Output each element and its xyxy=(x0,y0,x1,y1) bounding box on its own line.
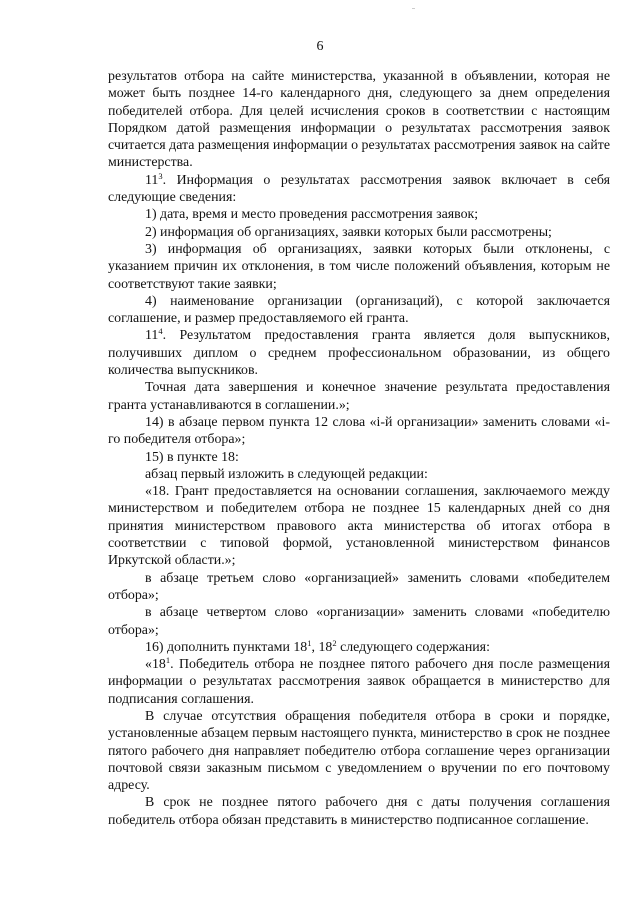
paragraph xyxy=(108,206,610,223)
text-run: следующего содержания: xyxy=(336,639,490,655)
text-run: . Результатом предоставления гранта является доля выпускников, получивших диплом о среднем профессиональном образовании, из общего количества выпускников. xyxy=(108,328,610,379)
text-run: 14) в абзаце первом пункта 12 слова «i-й организации» заменить словами «i-го победителя отбора»; xyxy=(108,414,610,448)
text-run: «18. Грант предоставляется на основании соглашения, заключаемого между министерством и победителем отбора не позднее 15 календарных дней со дня принятия министерством правового акта министерства об итогах отбора в соответствии с типовой формой, установленной министерством финансов Иркутской области.»; xyxy=(108,484,610,569)
paragraph xyxy=(108,172,610,207)
text-run: 11 xyxy=(145,328,159,344)
text-run: 3) информация об организациях, заявки которых были отклонены, с указанием причин их отклонения, в том числе положений объявления, которым не соответствуют такие заявки; xyxy=(108,241,610,292)
text-run: «18 xyxy=(145,657,166,673)
paragraph xyxy=(108,224,610,241)
text-run: Точная дата завершения и конечное значение результата предоставления гранта устанавливаются в соглашении.»; xyxy=(108,380,610,413)
text-run: 15) в пункте 18: xyxy=(145,449,239,465)
text-run: . Победитель отбора не позднее пятого рабочего дня после размещения информации о результатах рассмотрения заявок обращается в министерство для подписания соглашения. xyxy=(108,657,610,707)
text-run: . Информация о результатах рассмотрения заявок включает в себя следующие сведения: xyxy=(108,172,610,206)
text-run: в абзаце четвертом слово «организации» заменить словами «победителю отбора»; xyxy=(108,605,610,638)
paragraph xyxy=(108,639,610,656)
paragraph xyxy=(108,449,610,466)
text-run: 2) информация об организациях, заявки которых были рассмотрены; xyxy=(145,224,552,240)
paragraph xyxy=(108,708,610,794)
text-run: в абзаце третьем слово «организацией» заменить словами «победителем отбора»; xyxy=(108,570,610,603)
text-run: 11 xyxy=(145,172,159,188)
paragraph xyxy=(108,794,610,829)
scan-artifact xyxy=(412,8,415,9)
superscript: 1 xyxy=(165,655,171,666)
text-run: В случае отсутствия обращения победителя отбора в сроки и порядке, установленные абзацем первым настоящего пункта, министерство в срок не позднее пятого рабочего дня направляет победителю отбора соглашение через организации почтовой связи заказным письмом с уведомлением о вручении по его почтовому адресу. xyxy=(108,708,610,794)
text-run: 1) дата, время и место проведения рассмотрения заявок; xyxy=(145,207,479,223)
superscript: 2 xyxy=(332,637,337,648)
paragraph xyxy=(108,466,610,483)
superscript: 4 xyxy=(158,326,163,337)
paragraph xyxy=(108,604,610,639)
superscript: 3 xyxy=(158,170,163,181)
paragraph xyxy=(108,414,610,449)
document-body xyxy=(108,68,610,829)
paragraph xyxy=(108,656,610,708)
paragraph xyxy=(108,327,610,379)
page-number: 6 xyxy=(316,39,324,54)
text-run: 16) дополнить пунктами 18 xyxy=(145,639,308,655)
paragraph xyxy=(108,293,610,328)
paragraph xyxy=(108,379,610,414)
text-run: результатов отбора на сайте министерства, указанной в объявлении, которая не может быть позднее 14-го календарного дня, следующего за днем определения победителей отбора. Для целей исчисления сроков в соответствии с настоящим Порядком датой размещения информации о результатах рассмотрения заявок считается дата размещения информации о результатах рассмотрения заявок на сайте министерства. xyxy=(108,69,610,171)
superscript: 1 xyxy=(307,637,312,648)
text-run: абзац первый изложить в следующей редакции: xyxy=(145,466,428,482)
paragraph xyxy=(108,68,610,172)
paragraph xyxy=(108,570,610,605)
text-run: , 18 xyxy=(311,639,333,655)
text-run: В срок не позднее пятого рабочего дня с даты получения соглашения победитель отбора обязан представить в министерство подписанное соглашение. xyxy=(108,795,610,828)
paragraph xyxy=(108,241,610,293)
paragraph xyxy=(108,483,610,569)
text-run: 4) наименование организации (организаций), с которой заключается соглашение, и размер предоставляемого ей гранта. xyxy=(108,293,610,327)
